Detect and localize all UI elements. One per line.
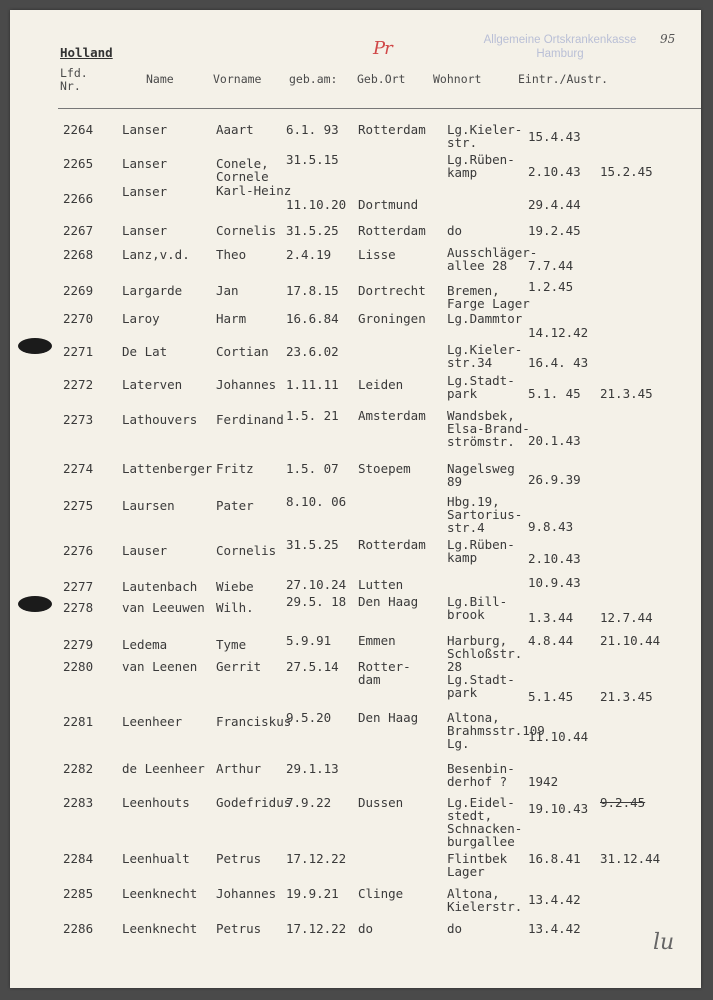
entry-date-cell: 9.8.43: [528, 519, 574, 534]
residence-cell: Altona, Kielerstr.: [447, 886, 523, 914]
entry-date-cell: 2.10.43: [528, 164, 581, 179]
surname-cell: Laroy: [122, 311, 160, 326]
residence-cell: Lg.Dammtor: [447, 311, 523, 326]
birth-date-cell: 2.4.19: [286, 247, 332, 262]
surname-cell: Leenheer: [122, 714, 183, 729]
first-name-cell: Fritz: [216, 461, 254, 476]
row-number-cell: 2268: [63, 247, 94, 262]
residence-cell: Lg.Bill- brook: [447, 594, 508, 622]
surname-cell: Largarde: [122, 283, 183, 298]
first-name-cell: Cornelis: [216, 223, 277, 238]
stamp-line-1: Allgemeine Ortskrankenkasse: [483, 34, 637, 46]
entry-date-cell: 15.4.43: [528, 129, 581, 144]
first-name-cell: Arthur: [216, 761, 262, 776]
surname-cell: van Leeuwen: [122, 600, 205, 615]
row-number-cell: 2285: [63, 886, 94, 901]
first-name-cell: Wiebe: [216, 579, 254, 594]
birth-date-cell: 9.5.20: [286, 710, 332, 725]
surname-cell: Lauser: [122, 543, 168, 558]
surname-cell: Leenhualt: [122, 851, 190, 866]
entry-date-cell: 1942: [528, 774, 559, 789]
residence-cell: Altona, Brahmsstr.109 Lg.: [447, 710, 545, 751]
birth-place-cell: Rotterdam: [358, 537, 426, 552]
row-number-cell: 2277: [63, 579, 94, 594]
row-number-cell: 2265: [63, 156, 94, 171]
birth-place-cell: Clinge: [358, 886, 404, 901]
row-number-cell: 2273: [63, 412, 94, 427]
birth-place-cell: Rotter- dam: [358, 659, 411, 687]
birth-date-cell: 1.5. 21: [286, 408, 339, 423]
first-name-cell: Cortian: [216, 344, 269, 359]
row-number-cell: 2278: [63, 600, 94, 615]
first-name-cell: Wilh.: [216, 600, 254, 615]
surname-cell: Lanz,v.d.: [122, 247, 190, 262]
row-number-cell: 2274: [63, 461, 94, 476]
birth-date-cell: 7.9.22: [286, 795, 332, 810]
entry-date-cell: 20.1.43: [528, 433, 581, 448]
surname-cell: Leenknecht: [122, 921, 198, 936]
row-number-cell: 2282: [63, 761, 94, 776]
entry-date-cell: 2.10.43: [528, 551, 581, 566]
residence-cell: Lg.Rüben- kamp: [447, 537, 515, 565]
first-name-cell: Theo: [216, 247, 247, 262]
first-name-cell: Pater: [216, 498, 254, 513]
page-number: 95: [660, 32, 676, 46]
row-number-cell: 2264: [63, 122, 94, 137]
birth-date-cell: 19.9.21: [286, 886, 339, 901]
entry-date-cell: 13.4.42: [528, 892, 581, 907]
first-name-cell: Karl-Heinz: [216, 183, 292, 198]
residence-cell: do: [447, 921, 463, 936]
residence-cell: Lg.Stadt- park: [447, 373, 515, 401]
row-number-cell: 2267: [63, 223, 94, 238]
surname-cell: van Leenen: [122, 659, 198, 674]
surname-cell: Laursen: [122, 498, 175, 513]
birth-place-cell: Dussen: [358, 795, 404, 810]
exit-date-cell: 21.10.44: [600, 633, 661, 648]
birth-date-cell: 29.5. 18: [286, 594, 347, 609]
birth-date-cell: 17.8.15: [286, 283, 339, 298]
surname-cell: Lanser: [122, 122, 168, 137]
row-number-cell: 2266: [63, 191, 94, 206]
residence-cell: Flintbek Lager: [447, 851, 508, 879]
entry-date-cell: 5.1. 45: [528, 386, 581, 401]
residence-cell: Bremen, Farge Lager: [447, 283, 530, 311]
first-name-cell: Gerrit: [216, 659, 262, 674]
birth-date-cell: 11.10.20: [286, 197, 347, 212]
header-geb-ort: Geb.Ort: [357, 72, 406, 86]
birth-place-cell: Leiden: [358, 377, 404, 392]
birth-date-cell: 31.5.15: [286, 152, 339, 167]
entry-date-cell: 11.10.44: [528, 729, 589, 744]
entry-date-cell: 7.7.44: [528, 258, 574, 273]
birth-date-cell: 23.6.02: [286, 344, 339, 359]
birth-place-cell: Stoepem: [358, 461, 411, 476]
birth-place-cell: Emmen: [358, 633, 396, 648]
residence-cell: Nagelsweg 89: [447, 461, 515, 489]
row-number-cell: 2269: [63, 283, 94, 298]
entry-date-cell: 4.8.44: [528, 633, 574, 648]
header-eintr-austr: Eintr./Austr.: [518, 72, 609, 86]
first-name-cell: Johannes: [216, 377, 277, 392]
handwritten-initials: lu: [653, 930, 675, 955]
birth-date-cell: 17.12.22: [286, 921, 347, 936]
row-number-cell: 2275: [63, 498, 94, 513]
header-name: Name: [146, 72, 174, 86]
surname-cell: Lanser: [122, 223, 168, 238]
surname-cell: Leenhouts: [122, 795, 190, 810]
exit-date-cell: 12.7.44: [600, 610, 653, 625]
birth-date-cell: 16.6.84: [286, 311, 339, 326]
surname-cell: Lautenbach: [122, 579, 198, 594]
country-heading: Holland: [60, 45, 113, 60]
header-nr: Nr.: [60, 79, 81, 93]
exit-date-cell: 21.3.45: [600, 689, 653, 704]
birth-date-cell: 1.11.11: [286, 377, 339, 392]
first-name-cell: Godefridus: [216, 795, 292, 810]
residence-cell: Hbg.19, Sartorius- str.4: [447, 494, 523, 535]
birth-date-cell: 17.12.22: [286, 851, 347, 866]
row-number-cell: 2284: [63, 851, 94, 866]
header-wohnort: Wohnort: [433, 72, 482, 86]
residence-cell: Harburg, Schloßstr. 28: [447, 633, 523, 674]
birth-place-cell: Groningen: [358, 311, 426, 326]
birth-date-cell: 27.5.14: [286, 659, 339, 674]
first-name-cell: Petrus: [216, 921, 262, 936]
row-number-cell: 2280: [63, 659, 94, 674]
first-name-cell: Johannes: [216, 886, 277, 901]
first-name-cell: Harm: [216, 311, 247, 326]
first-name-cell: Jan: [216, 283, 239, 298]
residence-cell: Lg.Eidel- stedt, Schnacken- burgallee: [447, 795, 523, 849]
first-name-cell: Conele, Cornele: [216, 156, 269, 184]
birth-place-cell: Lutten: [358, 577, 404, 592]
surname-cell: Lanser: [122, 184, 168, 199]
header-geb-am: geb.am:: [289, 72, 338, 86]
stamp-line-2: Hamburg: [536, 48, 584, 60]
birth-place-cell: Lisse: [358, 247, 396, 262]
residence-cell: Besenbin- derhof ?: [447, 761, 515, 789]
header-divider: [58, 108, 701, 109]
surname-cell: de Leenheer: [122, 761, 205, 776]
birth-date-cell: 31.5.25: [286, 223, 339, 238]
document-page: [10, 10, 701, 988]
birth-date-cell: 6.1. 93: [286, 122, 339, 137]
row-number-cell: 2276: [63, 543, 94, 558]
entry-date-cell: 19.10.43: [528, 801, 589, 816]
row-number-cell: 2281: [63, 714, 94, 729]
entry-date-cell: 19.2.45: [528, 223, 581, 238]
first-name-cell: Cornelis: [216, 543, 277, 558]
exit-date-cell: 31.12.44: [600, 851, 661, 866]
row-number-cell: 2272: [63, 377, 94, 392]
row-number-cell: 2286: [63, 921, 94, 936]
row-number-cell: 2283: [63, 795, 94, 810]
entry-date-cell: 29.4.44: [528, 197, 581, 212]
first-name-cell: Tyme: [216, 637, 247, 652]
birth-place-cell: Dortmund: [358, 197, 419, 212]
birth-place-cell: Den Haag: [358, 594, 419, 609]
first-name-cell: Franciskus: [216, 714, 292, 729]
entry-date-cell: 5.1.45: [528, 689, 574, 704]
entry-date-cell: 16.4. 43: [528, 355, 589, 370]
surname-cell: Lattenberger: [122, 461, 213, 476]
row-number-cell: 2279: [63, 637, 94, 652]
row-number-cell: 2270: [63, 311, 94, 326]
residence-cell: do: [447, 223, 463, 238]
header-vorname: Vorname: [213, 72, 262, 86]
exit-date-cell: 15.2.45: [600, 164, 653, 179]
entry-date-cell: 1.3.44: [528, 610, 574, 625]
birth-place-cell: Rotterdam: [358, 122, 426, 137]
row-number-cell: 2271: [63, 344, 94, 359]
header-lfd: Lfd.: [60, 66, 88, 80]
punch-hole-bottom: [18, 596, 52, 612]
entry-date-cell: 26.9.39: [528, 472, 581, 487]
surname-cell: Leenknecht: [122, 886, 198, 901]
exit-date-cell: 21.3.45: [600, 386, 653, 401]
exit-date-cell: 9.2.45: [600, 795, 646, 810]
entry-date-cell: 16.8.41: [528, 851, 581, 866]
residence-cell: Ausschläger- allee 28: [447, 245, 538, 273]
first-name-cell: Ferdinand: [216, 412, 284, 427]
surname-cell: Lathouvers: [122, 412, 198, 427]
residence-cell: Lg.Kieler- str.34: [447, 342, 523, 370]
residence-cell: Wandsbek, Elsa-Brand- strömstr.: [447, 408, 530, 449]
residence-cell: Lg.Stadt- park: [447, 672, 515, 700]
surname-cell: De Lat: [122, 344, 168, 359]
first-name-cell: Petrus: [216, 851, 262, 866]
birth-date-cell: 5.9.91: [286, 633, 332, 648]
first-name-cell: Aaart: [216, 122, 254, 137]
residence-cell: Lg.Rüben- kamp: [447, 152, 515, 180]
birth-place-cell: Den Haag: [358, 710, 419, 725]
red-handwritten-mark: Pr: [373, 38, 392, 59]
residence-cell: Lg.Kieler- str.: [447, 122, 523, 150]
birth-date-cell: 1.5. 07: [286, 461, 339, 476]
birth-date-cell: 31.5.25: [286, 537, 339, 552]
birth-place-cell: Amsterdam: [358, 408, 426, 423]
birth-date-cell: 27.10.24: [286, 577, 347, 592]
birth-date-cell: 8.10. 06: [286, 494, 347, 509]
entry-date-cell: 14.12.42: [528, 325, 589, 340]
surname-cell: Ledema: [122, 637, 168, 652]
birth-place-cell: Dortrecht: [358, 283, 426, 298]
entry-date-cell: 10.9.43: [528, 575, 581, 590]
entry-date-cell: 13.4.42: [528, 921, 581, 936]
surname-cell: Lanser: [122, 156, 168, 171]
birth-place-cell: Rotterdam: [358, 223, 426, 238]
birth-place-cell: do: [358, 921, 374, 936]
birth-date-cell: 29.1.13: [286, 761, 339, 776]
surname-cell: Laterven: [122, 377, 183, 392]
insurance-stamp: [480, 33, 640, 61]
punch-hole-top: [18, 338, 52, 354]
entry-date-cell: 1.2.45: [528, 279, 574, 294]
